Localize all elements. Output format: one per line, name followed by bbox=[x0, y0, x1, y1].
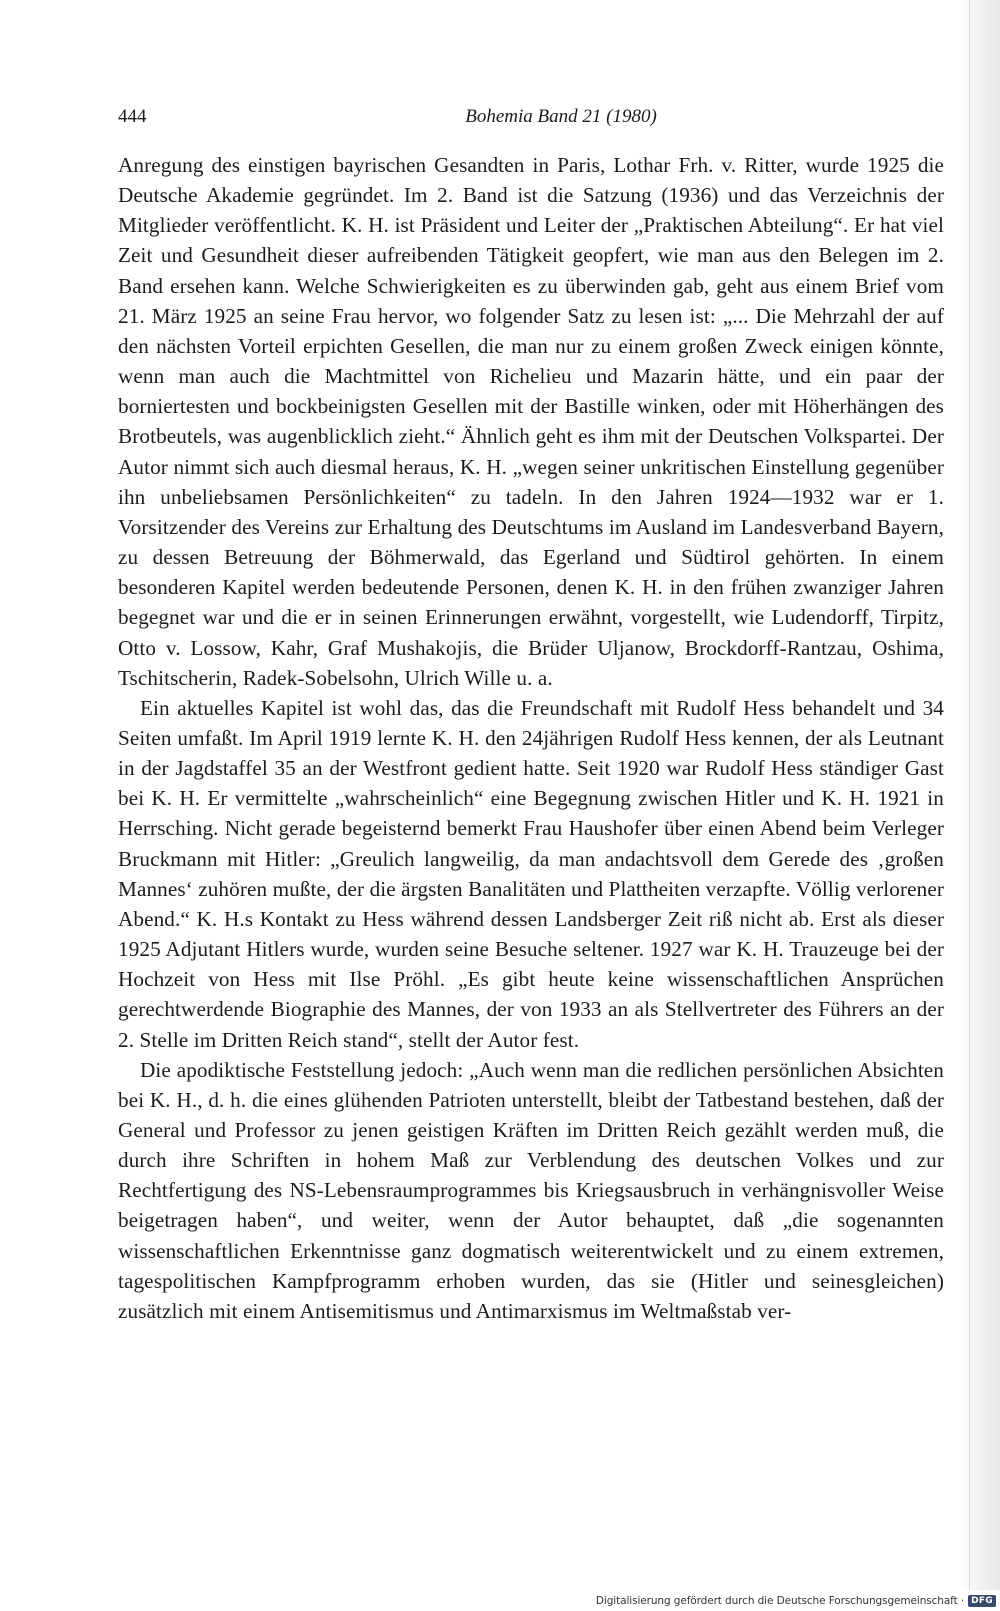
running-title: Bohemia Band 21 (1980) bbox=[465, 106, 657, 127]
footer-credit: Digitalisierung gefördert durch die Deutsche Forschungsgemeinschaft · bbox=[595, 1594, 965, 1607]
page-fold-line bbox=[969, 0, 970, 1590]
paragraph: Die apodiktische Feststellung jedoch: „Auch wenn man die redlichen persönlichen Absichten bei K. H., d. h. die eines glühenden Patrioten unterstellt, bleibt der Tatbestand bestehen, daß der General und Professor zu jenen geistigen Kräften im Dritten Reich gezählt werden muß, die durch ihre Schriften in hohem Maß zur Verblendung des deutschen Volkes und zur Rechtfertigung des NS-Lebensraumprogrammes bis Kriegsausbruch in verhängnisvoller Weise beigetragen haben“, und weiter, wenn der Autor behauptet, daß „die sogenannten wissenschaftlichen Erkenntnisse ganz dogmatisch weiterentwickelt und zu einem extremen, tagespolitischen Kampfprogramm erhoben wurden, das sie (Hitler und seinesgleichen) zusätzlich mit einem Antisemitismus und Antimarxismus im Weltmaßstab ver- bbox=[118, 1057, 944, 1323]
page-header bbox=[118, 106, 944, 132]
body-text bbox=[118, 150, 944, 1326]
page-edge bbox=[960, 0, 1000, 1590]
dfg-logo: DFG bbox=[968, 1595, 996, 1607]
paragraph: Ein aktuelles Kapitel ist wohl das, das die Freundschaft mit Rudolf Hess behandelt und 34 Seiten umfaßt. Im April 1919 lernte K. H. den 24jährigen Rudolf Hess kennen, der als Leutnant in der Jagdstaffel 35 an der Westfront gedient hatte. Seit 1920 war Rudolf Hess ständiger Gast bei K. H. Er vermittelte „wahrscheinlich“ eine Begegnung zwischen Hitler und K. H. 1921 in Herrsching. Nicht gerade begeisternd bemerkt Frau Haushofer über einen Abend beim Verleger Bruckmann mit Hitler: „Greulich langweilig, da man andachtsvoll dem Gerede des ‚großen Mannes‘ zuhören mußte, der die ärgsten Banalitäten und Plattheiten verzapfte. Völlig verlorener Abend.“ K. H.s Kontakt zu Hess während dessen Landsberger Zeit riß nicht ab. Erst als dieser 1925 Adjutant Hitlers wurde, wurden seine Besuche seltener. 1927 war K. H. Trauzeuge bei der Hochzeit von Hess mit Ilse Pröhl. „Es gibt heute keine wissenschaftlichen Ansprüchen gerechtwerdende Biographie des Mannes, der von 1933 an als Stellvertreter des Führers an der 2. Stelle im Dritten Reich stand“, stellt der Autor fest. bbox=[118, 695, 944, 1052]
paragraph: Anregung des einstigen bayrischen Gesandten in Paris, Lothar Frh. v. Ritter, wurde 1925 die Deutsche Akademie gegründet. Im 2. Band ist die Satzung (1936) und das Verzeichnis der Mitglieder veröffentlicht. K. H. ist Präsident und Leiter der „Praktischen Abteilung“. Er hat viel Zeit und Gesundheit dieser aufreibenden Tätigkeit geopfert, wie man aus den Belegen im 2. Band ersehen kann. Welche Schwierigkeiten es zu überwinden gab, geht aus einem Brief vom 21. März 1925 an seine Frau hervor, wo folgender Satz zu lesen ist: „... Die Mehrzahl der auf den nächsten Vorteil erpichten Gesellen, die man nur zu einem großen Zweck einigen könnte, wenn man auch die Machtmittel von Richelieu und Mazarin hätte, und ein paar der borniertesten und bockbeinigsten Gesellen mit der Bastille winken, oder mit Höherhängen des Brotbeutels, was augenblicklich zieht.“ Ähnlich geht es ihm mit der Deutschen Volkspartei. Der Autor nimmt sich auch diesmal heraus, K. H. „wegen seiner unkritischen Einstellung gegenüber ihn unbeliebsamen Persönlichkeiten“ zu tadeln. In den Jahren 1924—1932 war er 1. Vorsitzender des Vereins zur Erhaltung des Deutschtums im Ausland im Landesverband Bayern, zu dessen Betreuung der Böhmerwald, das Egerland und Südtirol gehörten. In einem besonderen Kapitel werden bedeutende Personen, denen K. H. in den frühen zwanziger Jahren begegnet war und die er in seinen Erinnerungen erwähnt, vorgestellt, wie Ludendorff, Tirpitz, Otto v. Lossow, Kahr, Graf Mushakojis, die Brüder Uljanow, Brockdorff-Rantzau, Oshima, Tschitscherin, Radek-Sobelsohn, Ulrich Wille u. a. bbox=[118, 153, 944, 690]
digitization-footer bbox=[590, 1590, 1000, 1611]
page-number: 444 bbox=[118, 106, 147, 127]
